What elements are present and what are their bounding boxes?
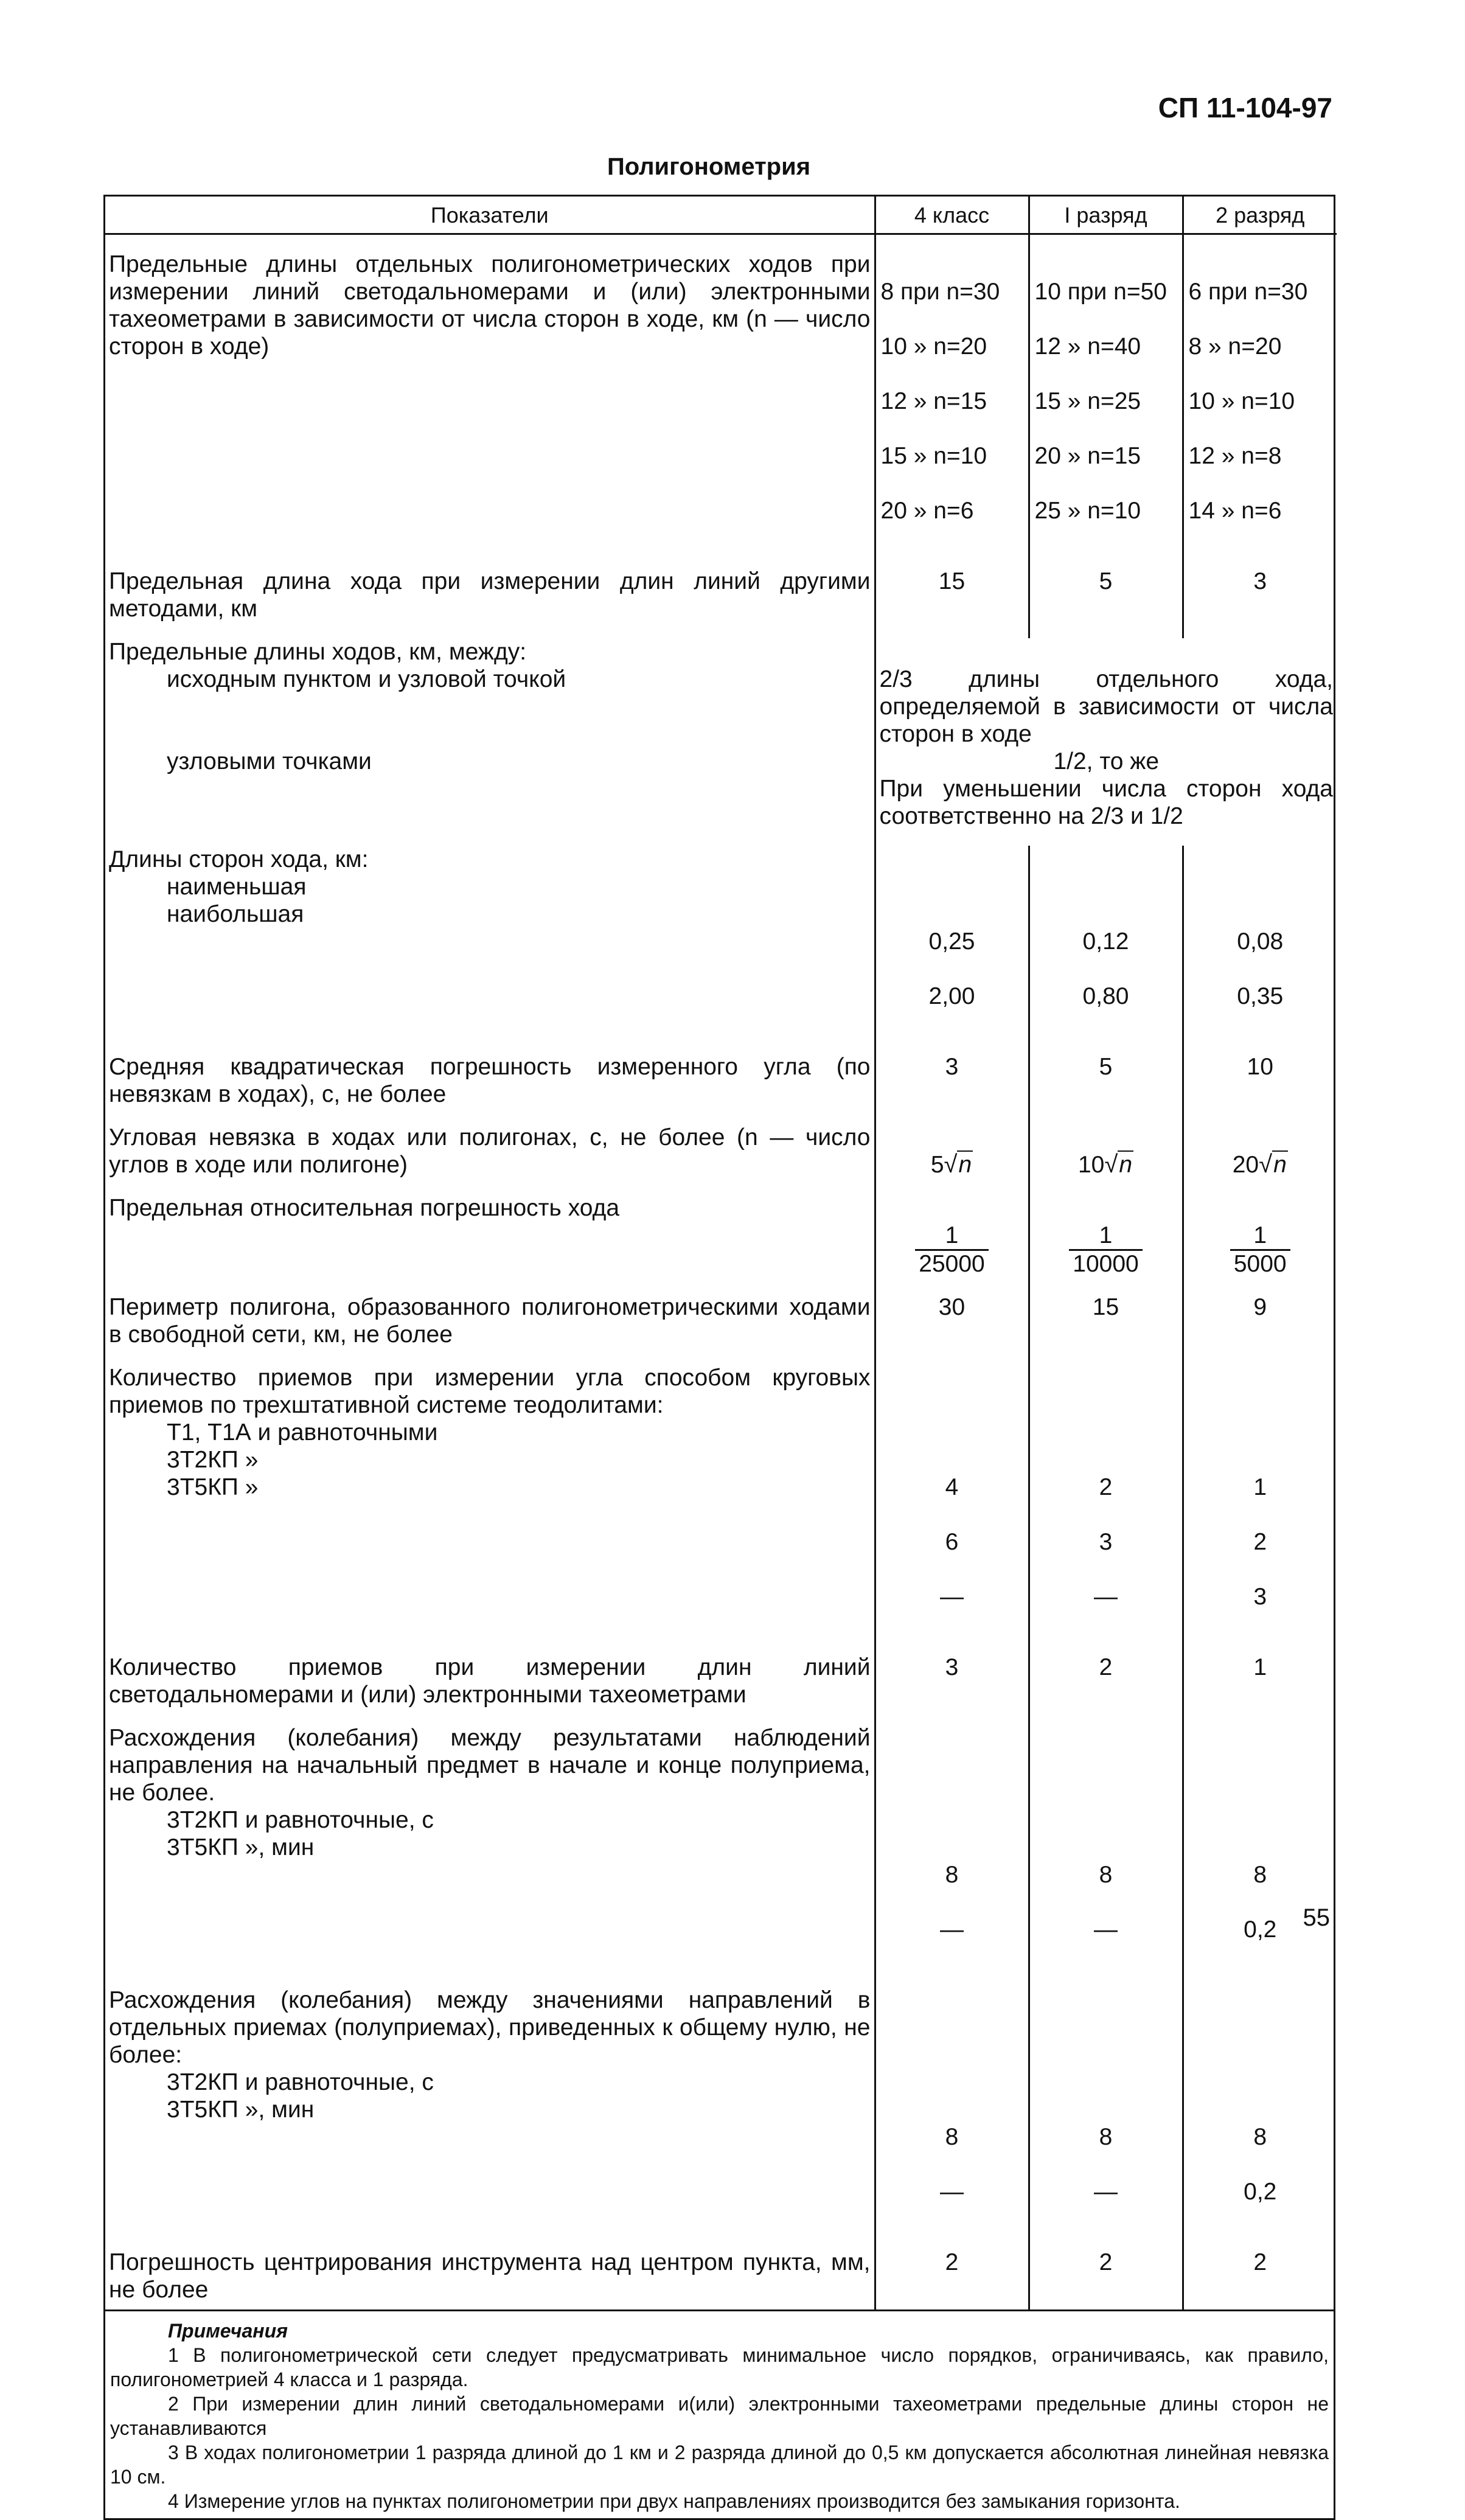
value-line: 2,00 [928,983,975,1009]
polygonometry-table [105,197,1337,2309]
value-cell [1029,1194,1183,1293]
sqrt-radicand: n [1273,1152,1287,1178]
sqrt-radicand: n [1119,1152,1133,1178]
value-line: — [940,1916,964,1943]
value-line: 10 » n=20 [880,333,987,360]
value-cell: 3 [1253,568,1267,594]
value-line: 8 [1099,2124,1113,2150]
value-line: 12 » n=8 [1188,443,1282,469]
fraction-denominator: 5000 [1230,1249,1290,1278]
value-line: — [1094,1584,1118,1610]
value-cell: 5 [1029,1053,1183,1124]
value-line: 8 » n=20 [1188,333,1282,360]
value-line: 8 [945,1862,959,1888]
value-line: 6 при n=30 [1188,279,1308,305]
table-row [105,251,1337,568]
value-line: 0,12 [1082,928,1129,955]
fraction-denominator: 25000 [915,1249,988,1278]
value-cell [1183,1724,1337,1986]
value-cell [1029,251,1183,568]
row-label: Средняя квадратическая погрешность измеренного угла (по невязкам в ходах), с, не более [105,1053,875,1124]
value-line: 0,35 [1237,983,1284,1009]
value-cell: 15 [1029,1293,1183,1364]
table-row [105,1724,1337,1986]
table-row [105,638,1337,846]
notes-section [105,2309,1334,2518]
sqrt-radicand: n [958,1152,972,1178]
row-sublabel: 3Т5КП », мин [167,1834,315,1860]
fraction-denominator: 10000 [1069,1249,1142,1278]
value-cell: 9 [1253,1294,1267,1320]
row-sublabel: наибольшая [167,901,304,927]
value-cell: 15 [875,568,1029,638]
sqrt-symbol: √ [1104,1151,1118,1178]
sqrt-symbol: √ [1259,1151,1273,1178]
row-label: Расхождения (колебания) между значениями направлений в отдельных приемах (полуприемах), приведенных к общему нулю, не более: [109,1987,871,2068]
notes-title: Примечания [168,2320,288,2342]
fraction-numerator: 1 [945,1222,959,1248]
value-line: 8 [1253,2124,1267,2150]
row-label: Угловая невязка в ходах или полигонах, с, не более (n — число углов в ходе или полигоне) [105,1124,875,1194]
value-cell [875,1986,1029,2249]
value-line: 20 » n=6 [880,498,974,524]
value-line: 3 [1253,1584,1267,1610]
value-line: 2 [1253,1529,1267,1555]
row-label: Предельная относительная погрешность хода [105,1194,875,1293]
value-line: — [1094,1916,1118,1943]
row-sublabel: узловыми точками [167,748,372,774]
value-line: 20 » n=15 [1034,443,1141,469]
row-label: Погрешность центрирования инструмента над центром пункта, мм, не более [105,2249,875,2309]
value-line: 12 » n=15 [880,388,987,414]
value-cell [1183,1986,1337,2249]
value-cell [1183,846,1337,1053]
value-cell [1029,1986,1183,2249]
value-cell [1183,1194,1337,1293]
value-cell [1029,1364,1183,1654]
value-cell: 10 [1247,1054,1273,1080]
row-sublabel: 3Т2КП и равноточные, с [167,2069,434,2095]
value-cell [875,1124,1029,1194]
merged-value-cell [875,638,1337,846]
row-label: Количество приемов при измерении длин линий светодальномерами и (или) электронными тахеометрами [105,1654,875,1724]
header-class4: 4 класс [875,197,1029,234]
row-label: Периметр полигона, образованного полигонометрическими ходами в свободной сети, км, не более [105,1293,875,1364]
sqrt-coefficient: 20 [1232,1152,1259,1178]
value-line: — [1094,2179,1118,2205]
document-code: СП 11-104-97 [1158,92,1332,124]
value-line: 4 [945,1474,959,1500]
row-label-group [105,1364,875,1654]
row-sublabel: 3Т5КП » [167,1474,259,1500]
value-cell [1183,251,1337,568]
row-label: Длины сторон хода, км: [109,846,369,872]
value-line: — [940,1584,964,1610]
table-row [105,1194,1337,1293]
header-rank1: I разряд [1029,197,1183,234]
table-row [105,1986,1337,2249]
row-sublabel: 3Т5КП », мин [167,2097,315,2123]
merged-text: 2/3 длины отдельного хода, определяемой в зависимости от числа сторон в ходе [879,666,1333,747]
fraction [1069,1222,1142,1278]
row-sublabel: исходным пунктом и узловой точкой [167,666,566,692]
value-line: 3 [1099,1529,1113,1555]
row-sublabel: 3Т2КП » [167,1447,259,1473]
table-row [105,1124,1337,1194]
page-number: 55 [1303,1904,1330,1931]
value-line: 0,08 [1237,928,1284,955]
row-label-group [105,638,875,846]
value-cell: 3 [875,1053,1029,1124]
value-line: 2 [1099,1474,1113,1500]
row-sublabel: Т1, Т1А и равноточными [167,1419,438,1446]
value-line: 15 » n=10 [880,443,987,469]
header-indicators: Показатели [105,197,875,234]
row-sublabel: 3Т2КП и равноточные, с [167,1807,434,1833]
fraction [915,1222,988,1278]
table-row [105,2249,1337,2309]
row-label-group [105,846,875,1053]
value-cell [875,1194,1029,1293]
spacer-row [105,234,1337,251]
value-line: 10 » n=10 [1188,388,1295,414]
value-line: 0,2 [1244,1916,1277,1943]
value-cell [1183,1124,1337,1194]
value-cell: 2 [1029,2249,1183,2309]
value-cell [875,846,1029,1053]
row-label: Количество приемов при измерении угла способом круговых приемов по трехштативной системе теодолитами: [109,1365,871,1418]
row-label: Предельная длина хода при измерении длин линий другими методами, км [105,568,875,638]
sqrt-coefficient: 5 [930,1152,944,1178]
row-label: Расхождения (колебания) между результатами наблюдений направления на начальный предмет в начале и конце полуприема, не более. [109,1725,871,1806]
table-row [105,1053,1337,1124]
table-row [105,1654,1337,1724]
polygonometry-table-frame [103,195,1335,2520]
value-cell: 30 [875,1293,1029,1364]
value-cell [1029,1724,1183,1986]
value-line: 15 » n=25 [1034,388,1141,414]
value-line: 8 [1253,1862,1267,1888]
value-cell [1029,846,1183,1053]
value-line: 14 » n=6 [1188,498,1282,524]
value-cell: 2 [1253,2249,1267,2275]
value-cell: 3 [875,1654,1029,1724]
value-cell: 2 [1029,1654,1183,1724]
note-item: 4 Измерение углов на пунктах полигонометрии при двух направлениях производится без замыкания горизонта. [168,2490,1180,2512]
value-cell: 5 [1029,568,1183,638]
fraction [1230,1222,1290,1278]
value-line: 1 [1253,1474,1267,1500]
value-line: 8 при n=30 [880,279,1000,305]
value-cell [875,251,1029,568]
value-cell [1029,1124,1183,1194]
header-rank2: 2 разряд [1183,197,1337,234]
value-cell: 1 [1253,1654,1267,1680]
value-line: 0,80 [1082,983,1129,1009]
row-label: Предельные длины отдельных полигонометрических ходов при измерении линий светодальномерами и (или) электронными тахеометрами в зависимости от числа сторон в ходе, км (n — число сторон в ходе) [105,251,875,568]
fraction-numerator: 1 [1253,1222,1267,1248]
fraction-numerator: 1 [1099,1222,1113,1248]
row-label-group [105,1986,875,2249]
note-item: 2 При измерении длин линий светодальномерами и(или) электронными тахеометрами предельные длины сторон не устанавливаются [110,2393,1329,2439]
table-row [105,1364,1337,1654]
merged-text: При уменьшении числа сторон хода соответственно на 2/3 и 1/2 [879,776,1333,829]
value-line: — [940,2179,964,2205]
merged-text: 1/2, то же [1053,748,1160,774]
note-item: 3 В ходах полигонометрии 1 разряда длиной до 1 км и 2 разряда длиной до 0,5 км допускается абсолютная линейная невязка 10 см. [110,2442,1329,2488]
value-line: 6 [945,1529,959,1555]
header-row [105,197,1337,234]
row-label-group [105,1724,875,1986]
value-cell: 2 [875,2249,1029,2309]
value-cell [875,1364,1029,1654]
row-sublabel: наименьшая [167,874,307,900]
value-line: 8 [1099,1862,1113,1888]
value-line: 10 при n=50 [1034,279,1167,305]
sqrt-coefficient: 10 [1077,1152,1105,1178]
value-line: 0,25 [928,928,975,955]
value-line: 0,2 [1244,2179,1277,2205]
note-item: 1 В полигонометрической сети следует предусматривать минимальное число порядков, ограничиваясь, как правило, полигонометрией 4 класса и 1 разряда. [110,2344,1329,2390]
table-title: Полигонометрия [607,153,811,180]
sqrt-symbol: √ [944,1151,958,1178]
value-line: 8 [945,2124,959,2150]
value-line: 25 » n=10 [1034,498,1141,524]
table-row [105,1293,1337,1364]
table-row [105,846,1337,1053]
value-line: 12 » n=40 [1034,333,1141,360]
table-row [105,568,1337,638]
value-cell [875,1724,1029,1986]
value-cell [1183,1364,1337,1654]
row-label: Предельные длины ходов, км, между: [109,639,527,665]
